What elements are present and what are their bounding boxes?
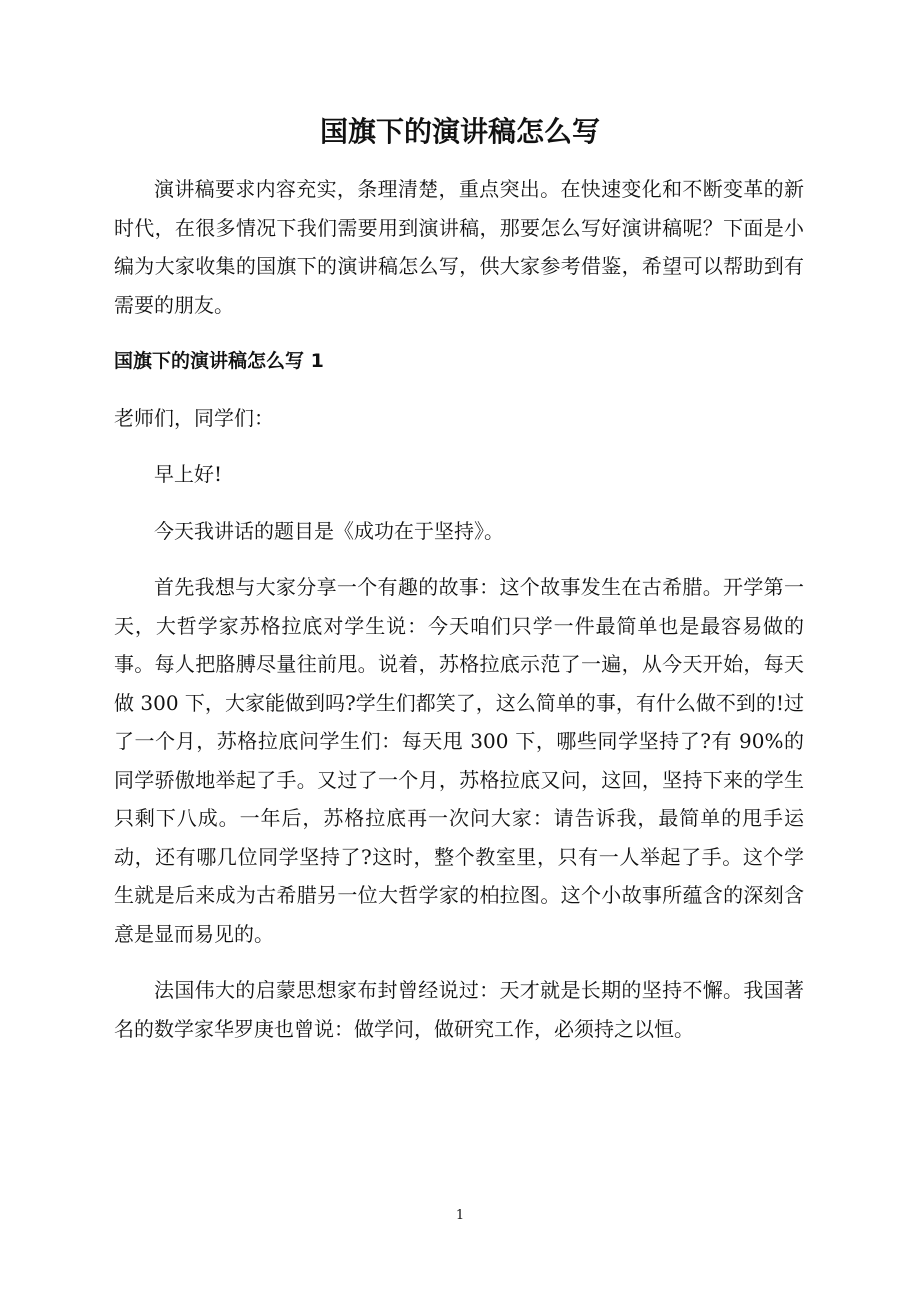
section-heading: 国旗下的演讲稿怎么写 1 [114,350,324,372]
document-body [114,170,804,1066]
greeting-line: 早上好! [154,462,223,486]
document-title: 国旗下的演讲稿怎么写 [319,115,600,148]
page-number: 1 [455,1208,465,1223]
quote-paragraph: 法国伟大的启蒙思想家布封曾经说过：天才就是长期的坚持不懈。我国著名的数学家华罗庚也曾说：做学问，做研究工作，必须持之以恒。 [114,978,804,1041]
intro-paragraph: 演讲稿要求内容充实，条理清楚，重点突出。在快速变化和不断变革的新时代，在很多情况下我们需要用到演讲稿，那要怎么写好演讲稿呢？下面是小编为大家收集的国旗下的演讲稿怎么写，供大家参考借鉴，希望可以帮助到有需要的朋友。 [114,177,804,317]
topic-line: 今天我讲话的题目是《成功在于坚持》。 [154,518,504,543]
salutation-line: 老师们，同学们： [114,405,274,430]
story-paragraph: 首先我想与大家分享一个有趣的故事：这个故事发生在古希腊。开学第一天，大哲学家苏格拉底对学生说：今天咱们只学一件最简单也是最容易做的事。每人把胳膊尽量往前甩。说着，苏格拉底示范了一遍，从今天开始，每天做 300 下，大家能做到吗?学生们都笑了，这么简单的事，有什么做不到的!过了一个月，苏格拉底问学生们：每天甩 300 下，哪些同学坚持了?有 90%的同学骄傲地举起了手。又过了一个月，苏格拉底又问，这回，坚持下来的学生只剩下八成。一年后，苏格拉底再一次问大家：请告诉我，最简单的甩手运动，还有哪几位同学坚持了?这时，整个教室里，只有一人举起了手。这个学生就是后来成为古希腊另一位大哲学家的柏拉图。这个小故事所蕴含的深刻含意是显而易见的。 [114,575,804,946]
